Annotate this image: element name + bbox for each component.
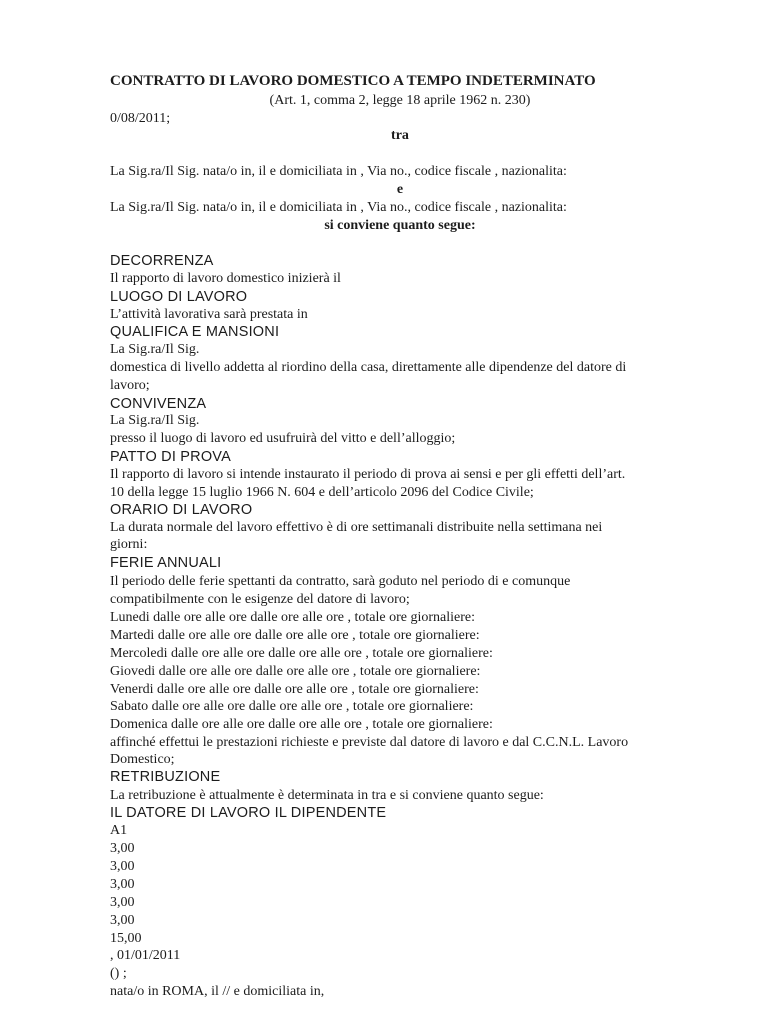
orario-text-2: giorni: [110, 537, 148, 552]
document-title: CONTRATTO DI LAVORO DOMESTICO A TEMPO INDETERMINATO [110, 73, 596, 89]
value-line: 3,00 [110, 895, 135, 910]
section-heading-luogo: LUOGO DI LAVORO [110, 289, 248, 305]
value-line: 3,00 [110, 841, 135, 856]
section-heading-orario: ORARIO DI LAVORO [110, 502, 253, 518]
schedule-line-wednesday: Mercoledi dalle ore alle ore dalle ore alle ore , totale ore giornaliere: [110, 646, 493, 661]
section-heading-decorrenza: DECORRENZA [110, 253, 214, 269]
value-line: 3,00 [110, 913, 135, 928]
party-1: La Sig.ra/Il Sig. nata/o in, il e domiciliata in , Via no., codice fiscale , nazionalita: [110, 164, 567, 179]
tra-label: tra [391, 128, 409, 143]
decorrenza-text: Il rapporto di lavoro domestico inizierà il [110, 271, 341, 286]
si-conviene-label: si conviene quanto segue: [324, 218, 476, 233]
schedule-line-saturday: Sabato dalle ore alle ore dalle ore alle ore , totale ore giornaliere: [110, 699, 474, 714]
patto-text-2: 10 della legge 15 luglio 1966 N. 604 e dell’articolo 2096 del Codice Civile; [110, 485, 534, 500]
qualifica-text-3: lavoro; [110, 378, 150, 393]
luogo-text: L’attività lavorativa sarà prestata in [110, 307, 308, 322]
value-line: 15,00 [110, 931, 142, 946]
section-heading-patto: PATTO DI PROVA [110, 449, 231, 465]
schedule-line-thursday: Giovedi dalle ore alle ore dalle ore alle ore , totale ore giornaliere: [110, 664, 481, 679]
value-line: 3,00 [110, 877, 135, 892]
ferie-text-1: Il periodo delle ferie spettanti da contratto, sarà goduto nel periodo di e comunque [110, 574, 571, 589]
e-label: e [396, 182, 404, 197]
affinche-text-1: affinché effettui le prestazioni richieste e previste dal datore di lavoro e dal C.C.N.L. Lavoro [110, 735, 629, 750]
value-line: () ; [110, 966, 127, 981]
convivenza-text-1: La Sig.ra/Il Sig. [110, 413, 200, 428]
signatures-heading: IL DATORE DI LAVORO IL DIPENDENTE [110, 805, 387, 821]
section-heading-convivenza: CONVIVENZA [110, 396, 207, 412]
ferie-text-2: compatibilmente con le esigenze del datore di lavoro; [110, 592, 410, 607]
retribuzione-text: La retribuzione è attualmente è determinata in tra e si conviene quanto segue: [110, 788, 544, 803]
affinche-text-2: Domestico; [110, 752, 175, 767]
value-line: 3,00 [110, 859, 135, 874]
qualifica-text-2: domestica di livello addetta al riordino della casa, direttamente alle dipendenze del datore di [110, 360, 627, 375]
document-date: 0/08/2011; [110, 111, 171, 126]
schedule-line-sunday: Domenica dalle ore alle ore dalle ore alle ore , totale ore giornaliere: [110, 717, 493, 732]
value-line: , 01/01/2011 [110, 948, 181, 963]
schedule-line-monday: Lunedi dalle ore alle ore dalle ore alle ore , totale ore giornaliere: [110, 610, 475, 625]
schedule-line-tuesday: Martedi dalle ore alle ore dalle ore alle ore , totale ore giornaliere: [110, 628, 480, 643]
party-2: La Sig.ra/Il Sig. nata/o in, il e domiciliata in , Via no., codice fiscale , nazionalita: [110, 200, 567, 215]
section-heading-retribuzione: RETRIBUZIONE [110, 769, 221, 785]
schedule-line-friday: Venerdi dalle ore alle ore dalle ore alle ore , totale ore giornaliere: [110, 682, 479, 697]
section-heading-qualifica: QUALIFICA E MANSIONI [110, 324, 280, 340]
qualifica-text-1: La Sig.ra/Il Sig. [110, 342, 200, 357]
orario-text-1: La durata normale del lavoro effettivo è di ore settimanali distribuite nella settimana nei [110, 520, 603, 535]
value-line: nata/o in ROMA, il // e domiciliata in, [110, 984, 325, 999]
value-line: A1 [110, 823, 128, 838]
patto-text-1: Il rapporto di lavoro si intende instaurato il periodo di prova ai sensi e per gli effetti dell’art. [110, 467, 626, 482]
convivenza-text-2: presso il luogo di lavoro ed usufruirà del vitto e dell’alloggio; [110, 431, 456, 446]
document-subtitle: (Art. 1, comma 2, legge 18 aprile 1962 n. 230) [269, 93, 531, 108]
section-heading-ferie: FERIE ANNUALI [110, 555, 222, 571]
